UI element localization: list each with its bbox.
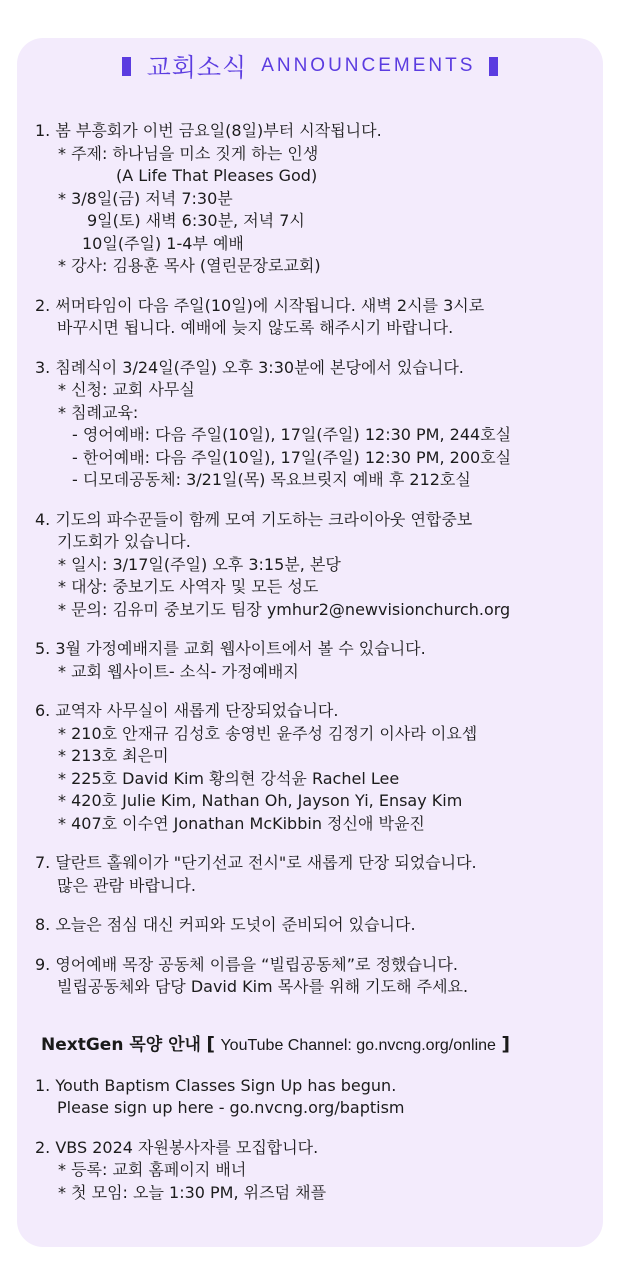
announcement-line: 8. 오늘은 점심 대신 커피와 도넛이 준비되어 있습니다. <box>35 915 416 934</box>
announcement-line: 5. 3월 가정예배지를 교회 웹사이트에서 볼 수 있습니다. <box>35 639 426 658</box>
nextgen-header <box>17 1032 603 1058</box>
announcement-line: 기도회가 있습니다. <box>57 532 191 551</box>
nextgen-line: * 첫 모임: 오늘 1:30 PM, 위즈덤 채플 <box>58 1182 327 1202</box>
announcement-line: - 영어예배: 다음 주일(10일), 17일(주일) 12:30 PM, 244호실 <box>72 425 512 444</box>
announcement-line: 7. 달란트 홀웨이가 "단기선교 전시"로 새롭게 단장 되었습니다. <box>35 853 477 872</box>
announcement-line: * 407호 이수연 Jonathan McKibbin 정신애 박윤진 <box>58 813 425 833</box>
announcement-item-5 <box>17 638 603 683</box>
nextgen-line: * 등록: 교회 홈페이지 배너 <box>58 1160 247 1179</box>
announcement-line: 10일(주일) 1-4부 예배 <box>82 233 244 253</box>
announcements-card <box>17 38 603 1247</box>
announcement-line: * 강사: 김용훈 목사 (열린문장로교회) <box>58 256 321 275</box>
announcement-line: * 대상: 중보기도 사역자 및 모든 성도 <box>58 577 319 596</box>
nextgen-line: 1. Youth Baptism Classes Sign Up has begun. <box>35 1075 397 1095</box>
nextgen-line: Please sign up here - go.nvcng.org/baptism <box>57 1098 405 1117</box>
header-right-bar <box>489 57 498 76</box>
nextgen-bracket-open: [ <box>206 1032 216 1055</box>
announcement-line: * 주제: 하나님을 미소 짓게 하는 인생 <box>58 143 319 163</box>
announcement-line: 6. 교역자 사무실이 새롭게 단장되었습니다. <box>35 701 339 720</box>
announcement-line: 3. 침례식이 3/24일(주일) 오후 3:30분에 본당에서 있습니다. <box>35 357 464 377</box>
announcement-line: * 침례교육: <box>58 402 139 422</box>
announcements-header <box>17 46 603 86</box>
announcement-item-8 <box>17 914 603 937</box>
announcement-line: 빌립공동체와 담당 David Kim 목사를 위해 기도해 주세요. <box>57 977 469 996</box>
nextgen-channel-link[interactable]: YouTube Channel: go.nvcng.org/online <box>220 1036 496 1054</box>
announcement-line: - 한어예배: 다음 주일(10일), 17일(주일) 12:30 PM, 200호실 <box>72 447 512 467</box>
announcement-line: 1. 봄 부흥회가 이번 금요일(8일)부터 시작됩니다. <box>35 121 382 140</box>
nextgen-item-2 <box>17 1137 603 1205</box>
announcement-item-9 <box>17 954 603 999</box>
announcement-line: * 225호 David Kim 황의현 강석윤 Rachel Lee <box>58 768 400 788</box>
announcement-line: * 213호 최은미 <box>58 746 169 765</box>
announcement-line: (A Life That Pleases God) <box>116 166 318 185</box>
announcement-line: 많은 관람 바랍니다. <box>57 875 196 895</box>
announcement-line: * 신청: 교회 사무실 <box>58 380 195 399</box>
header-left-bar <box>122 57 131 76</box>
announcement-item-3 <box>17 357 603 492</box>
announcement-line: * 교회 웹사이트- 소식- 가정예배지 <box>58 661 299 681</box>
announcement-item-4 <box>17 509 603 622</box>
nextgen-item-1 <box>17 1075 603 1120</box>
nextgen-bracket-close: ] <box>501 1032 511 1055</box>
announcement-line: * 210호 안재규 김성호 송영빈 윤주성 김정기 이사라 이요셉 <box>58 723 478 743</box>
announcement-item-1 <box>17 120 603 278</box>
announcement-item-2 <box>17 295 603 340</box>
announcement-line: * 문의: 김유미 중보기도 팀장 ymhur2@newvisionchurch.org <box>58 599 511 619</box>
nextgen-line: 2. VBS 2024 자원봉사자를 모집합니다. <box>35 1137 319 1157</box>
announcement-line: 4. 기도의 파수꾼들이 함께 모여 기도하는 크라이아웃 연합중보 <box>35 509 473 529</box>
announcement-line: 9. 영어예배 목장 공동체 이름을 “빌립공동체”로 정했습니다. <box>35 954 458 974</box>
announcement-line: * 일시: 3/17일(주일) 오후 3:15분, 본당 <box>58 554 341 574</box>
header-title-korean: 교회소식 <box>146 53 248 82</box>
announcements-list <box>17 120 603 1204</box>
announcement-item-6 <box>17 700 603 835</box>
announcement-line: 9일(토) 새벽 6:30분, 저녁 7시 <box>87 211 305 230</box>
announcement-line: 바꾸시면 됩니다. 예배에 늦지 않도록 해주시기 바랍니다. <box>57 318 454 337</box>
announcement-line: * 420호 Julie Kim, Nathan Oh, Jayson Yi, Ensay Kim <box>58 791 463 810</box>
announcement-line: 2. 써머타임이 다음 주일(10일)에 시작됩니다. 새벽 2시를 3시로 <box>35 295 485 315</box>
announcement-item-7 <box>17 852 603 897</box>
header-title-english: ANNOUNCEMENTS <box>261 55 476 76</box>
nextgen-title: NextGen 목양 안내 <box>41 1034 201 1055</box>
announcement-line: - 디모데공동체: 3/21일(목) 목요브릿지 예배 후 212호실 <box>72 470 471 489</box>
announcement-line: * 3/8일(금) 저녁 7:30분 <box>58 188 233 208</box>
